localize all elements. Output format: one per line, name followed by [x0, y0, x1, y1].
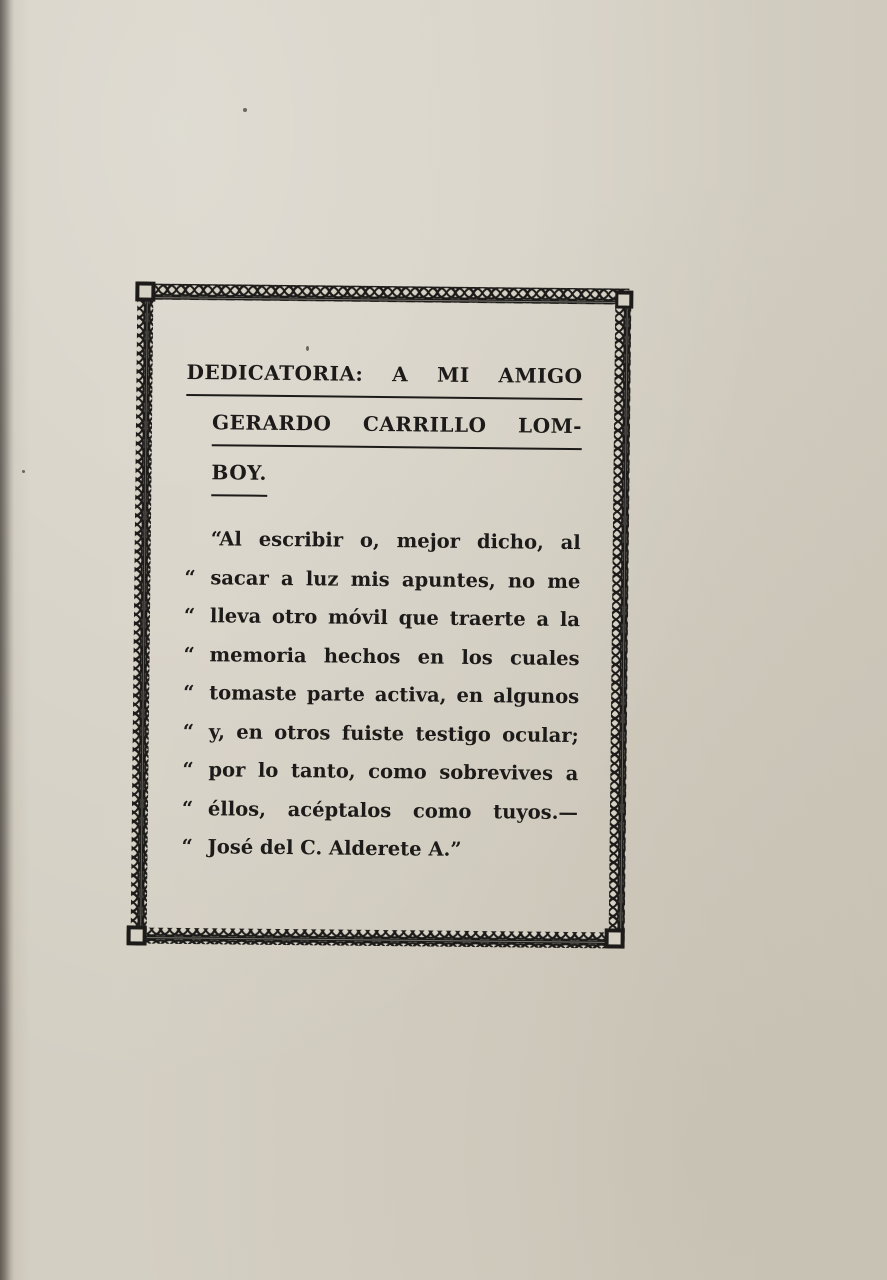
quote-line-mark: “ [183, 680, 195, 705]
quote-line-mark: “ [181, 796, 194, 820]
quote-line-mark: “ [184, 565, 196, 589]
quote-line-mark: “ [181, 834, 193, 859]
quote-line-mark: “ [183, 603, 196, 628]
paper-speck [22, 470, 25, 473]
quote-line [184, 558, 580, 601]
quote-line [185, 520, 581, 563]
quote-line [182, 789, 578, 832]
dedication-heading-line-2: GERARDO CARRILLO LOM- [211, 410, 583, 439]
quote-line-text: tomaste parte activa, en algunos [209, 681, 580, 709]
quote-line [181, 828, 577, 871]
quote-line-mark: “ [182, 719, 195, 743]
dedication-heading-line-1: DEDICATORIA: A MI AMIGO [186, 359, 583, 389]
quote-line-text: éllos, acéptalos como tuyos.— [207, 796, 579, 824]
quote-line-text: memoria hechos en los cuales [209, 642, 580, 670]
paper-speck [243, 108, 247, 112]
quote-line-text: por lo tanto, como sobrevives a [208, 758, 579, 786]
quote-line-mark: “ [183, 642, 195, 666]
quote-line-mark: “ [182, 757, 194, 782]
quote-signature: José del C. Alderete A.” [207, 835, 462, 861]
dedication-heading-line-3: BOY. [211, 460, 267, 485]
quote-line-text: “Al escribir o, mejor dicho, al [210, 527, 581, 555]
quote-line [184, 597, 580, 640]
quote-line [183, 674, 579, 717]
quote-line [183, 635, 579, 678]
page-gutter-shadow [0, 0, 14, 1280]
quote-line-text: lleva otro móvil que traerte a la [209, 604, 581, 632]
dedication-frame [125, 281, 636, 950]
dedication-quote [181, 520, 581, 871]
quote-line [182, 751, 578, 794]
quote-line-text: sacar a luz mis apuntes, no me [210, 565, 581, 593]
quote-line-text: y, en otros fuiste testigo ocular; [208, 719, 579, 747]
quote-line [183, 712, 579, 755]
